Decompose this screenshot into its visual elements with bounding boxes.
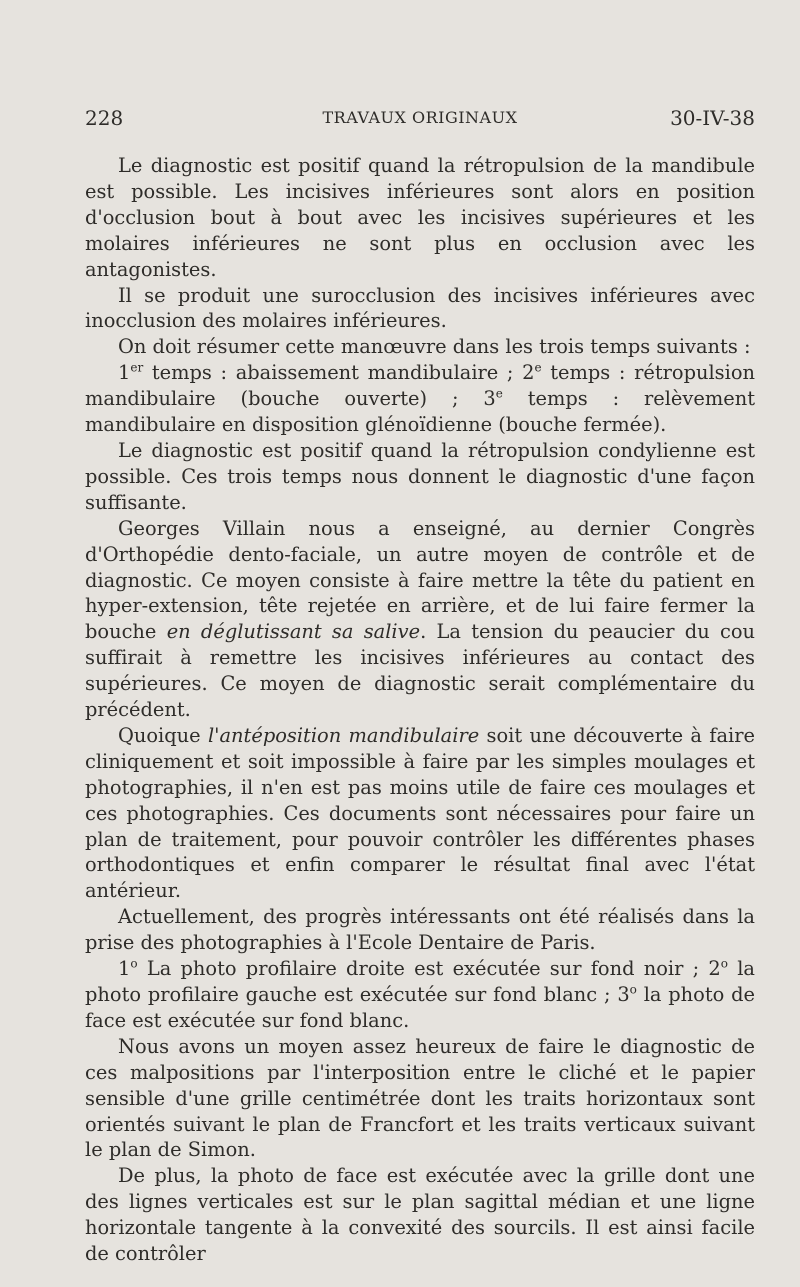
italic-run: en déglutissant sa salive [166,620,421,644]
item-text: la photo de face est exécutée sur fond blanc. [85,983,756,1032]
paragraph: Le diagnostic est positif quand la rétropulsion condylienne est possible. Ces trois temps nous donnent le diagnostic d'une façon suffisante. [85,438,755,514]
running-title: TRAVAUX ORIGINAUX [322,108,518,127]
text-run: Georges Villain nous a enseigné, au dernier Congrès d'Orthopédie dento-faciale, un autre moyen de contrôle et de diagnostic. Ce moyen consiste à faire mettre la tête du patient en hyper-extension, tête rejetée en arrière, et de lui faire fermer la bouche [85,516,755,644]
running-head [85,106,755,136]
steps-paragraph [85,360,755,438]
quoique-paragraph [85,723,755,904]
text-run: soit une découverte à faire cliniquement et soit impossible à faire par les simples moulages et photographies, il n'en est pas moins utile de faire ces moulages et ces photographies. Ces documents sont nécessaires pour faire un plan de traitement, pour pouvoir contrôler les différentes phases orthodontiques et enfin comparer le résultat final avec l'état antérieur. [85,723,755,903]
body-text [85,153,755,1267]
ordinal-suffix: o [629,982,637,997]
step-text: temps : rétropulsion mandibulaire (bouche ouverte) ; [85,361,755,411]
paragraph: Nous avons un moyen assez heureux de faire le diagnostic de ces malpositions par l'interposition entre le cliché et le papier sensible d'une grille centimétrée dont les traits horizontaux sont orientés suivant le plan de Francfort et les traits verticaux suivant le plan de Simon. [85,1034,755,1162]
paragraph: Le diagnostic est positif quand la rétropulsion de la mandibule est possible. Les incisives inférieures sont alors en position d'occlusion bout à bout avec les incisives supérieures et les molaires inférieures ne sont plus en occlusion avec les antagonistes. [85,154,755,281]
step-text: temps : abaissement mandibulaire ; [143,361,523,385]
item-number: 3 [617,983,630,1006]
issue-date: 30-IV-38 [670,106,755,130]
ordinal-suffix: e [495,386,503,401]
paragraph: Il se produit une surocclusion des incisives inférieures avec inocclusion des molaires inférieures. [85,283,755,333]
text-run: . La tension du peaucier du cou suffirait à remettre les incisives inférieures au contact des supérieures. Ce moyen de diagnostic serait complémentaire du précédent. [85,620,755,722]
step-text: temps : relèvement mandibulaire en disposition glénoïdienne (bouche fermée). [85,387,755,437]
italic-run: l'antéposition mandibulaire [207,723,480,747]
item-text: la photo profilaire gauche est exécutée sur fond blanc ; [85,957,755,1006]
photos-paragraph [85,956,755,1034]
item-number: 1 [118,957,131,981]
ordinal-suffix: e [534,360,542,375]
paragraph: Actuellement, des progrès intéressants ont été réalisés dans la prise des photographies à l'Ecole Dentaire de Paris. [85,905,755,955]
paragraph: De plus, la photo de face est exécutée avec la grille dont une des lignes verticales est sur le plan sagittal médian et une ligne horizontale tangente à la convexité des sourcils. Il est ainsi facile de contrôler [85,1164,755,1266]
ordinal-suffix: o [130,956,138,971]
page-number: 228 [85,106,124,130]
text-run: Quoique [118,723,208,747]
step-number: 3 [483,387,496,411]
ordinal-suffix: er [130,360,144,375]
ordinal-suffix: o [720,956,728,971]
step-number: 1 [118,361,131,385]
villain-paragraph [85,516,755,723]
step-number: 2 [522,361,535,385]
item-text: La photo profilaire droite est exécutée sur fond noir ; [137,957,709,981]
item-number: 2 [708,957,721,981]
paragraph: On doit résumer cette manœuvre dans les trois temps suivants : [118,335,751,359]
